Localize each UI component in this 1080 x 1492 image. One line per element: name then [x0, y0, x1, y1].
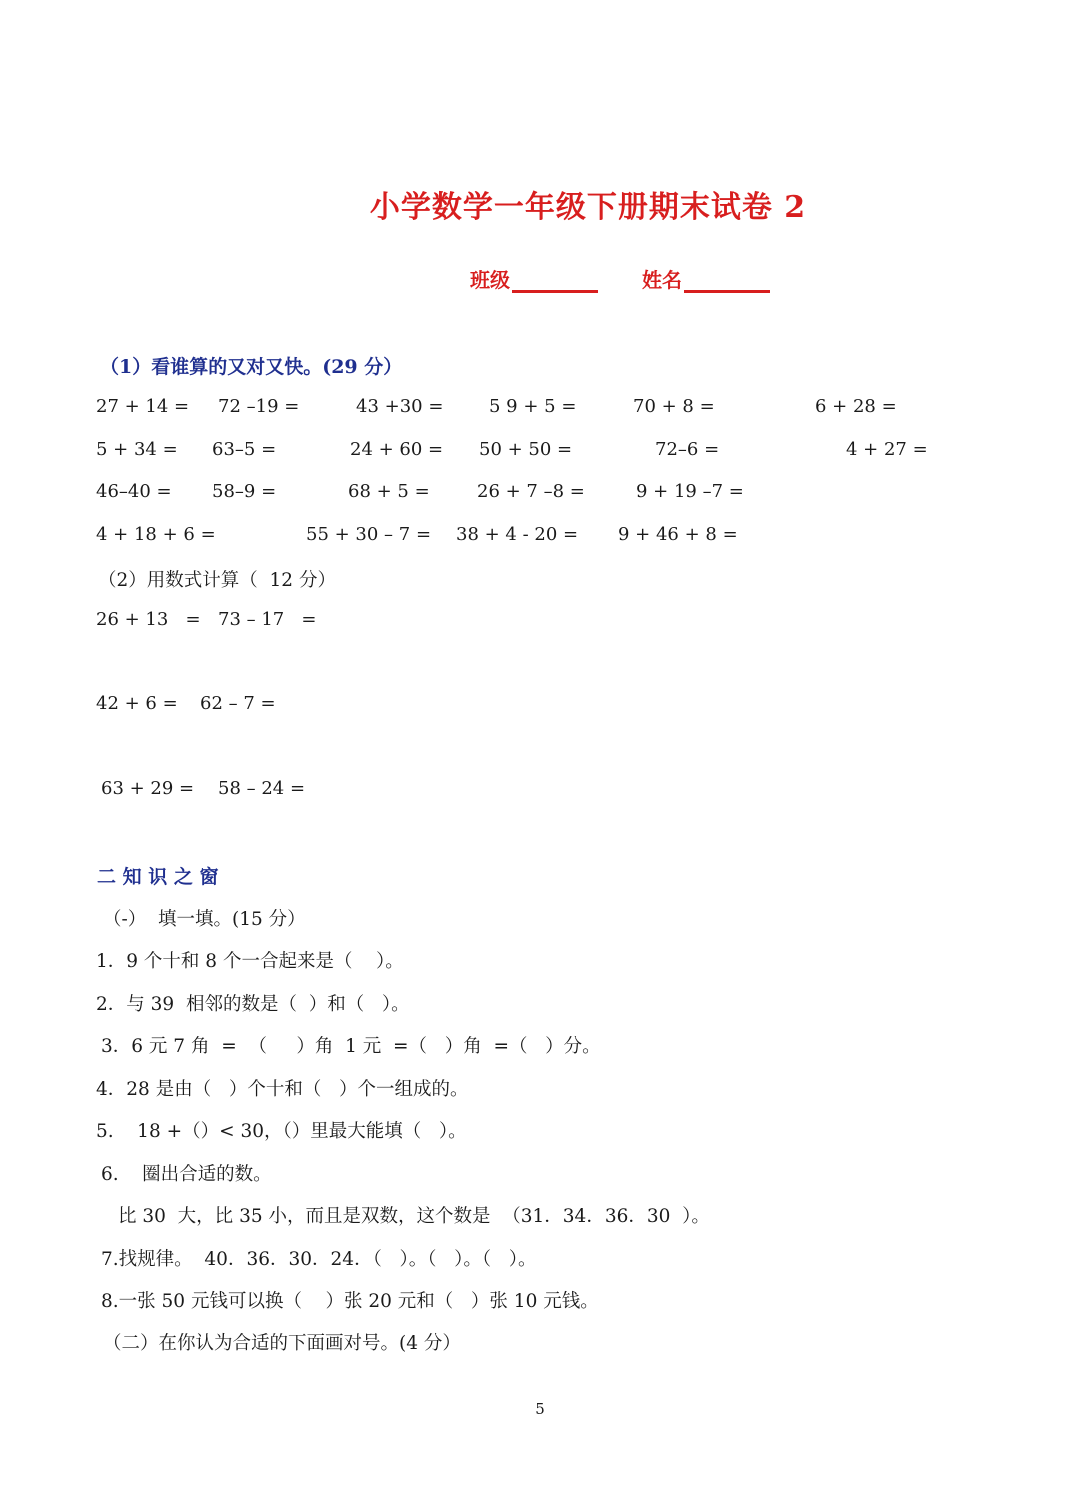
equation: 26 + 7 –8 =	[477, 481, 585, 502]
equation: 68 + 5 =	[348, 481, 430, 502]
fill-item: 5. 18 +（）< 30，（）里最大能填（ ）。	[96, 1121, 467, 1142]
equation: 6 + 28 =	[815, 396, 897, 417]
fill-item: 8.一张 50 元钱可以换（ ）张 20 元和（ ）张 10 元钱。	[101, 1291, 599, 1312]
equation: 72 –19 =	[218, 396, 300, 417]
fill-item: 4．28 是由（ ）个十和（ ）个一组成的。	[96, 1079, 469, 1100]
equation: 5 + 34 =	[96, 439, 178, 460]
fill-item: 2．与 39 相邻的数是（ ）和（ ）。	[96, 994, 410, 1015]
equation: 55 + 30 – 7 =	[306, 524, 432, 545]
equation: 24 + 60 =	[350, 439, 444, 460]
equation: 26 + 13 =	[96, 609, 201, 630]
equation: 72–6 =	[655, 439, 720, 460]
fill-item: 比 30 大，比 35 小，而且是双数，这个数是 （31．34．36．30 ）。	[118, 1206, 710, 1227]
part2-heading: （2）用数式计算（ 12 分）	[98, 570, 336, 591]
equation: 9 + 19 –7 =	[636, 481, 744, 502]
equation: 58–9 =	[212, 481, 277, 502]
name-blank	[684, 270, 770, 293]
class-name-line	[470, 264, 770, 293]
equation: 4 + 18 + 6 =	[96, 524, 216, 545]
part1-heading: （1）看谁算的又对又快。(29 分）	[100, 356, 403, 378]
fill-item: 7.找规律。 40．36．30．24．（ ）。（ ）。（ ）。	[101, 1249, 537, 1270]
equation: 63 + 29 =	[101, 778, 195, 799]
equation: 58 – 24 =	[218, 778, 306, 799]
class-blank	[512, 270, 598, 293]
equation: 5 9 + 5 =	[489, 396, 577, 417]
section2-heading: 二 知 识 之 窗	[97, 866, 219, 888]
fill-item: 6. 圈出合适的数。	[101, 1164, 272, 1185]
equation: 43 +30 =	[356, 396, 444, 417]
fill-item: 1．9 个十和 8 个一合起来是（ ）。	[96, 951, 404, 972]
section2-sub2: （二）在你认为合适的下面画对号。(4 分）	[103, 1333, 461, 1354]
class-label: 班级	[470, 268, 510, 292]
equation: 73 – 17 =	[218, 609, 317, 630]
page-title: 小学数学一年级下册期末试卷 2	[369, 190, 807, 225]
equation: 46–40 =	[96, 481, 172, 502]
section2-sub1: （-） 填一填。(15 分）	[103, 909, 306, 930]
page-number: 5	[535, 1400, 545, 1418]
equation: 42 + 6 =	[96, 693, 178, 714]
equation: 62 – 7 =	[200, 693, 276, 714]
name-label: 姓名	[642, 268, 682, 292]
equation: 70 + 8 =	[633, 396, 715, 417]
equation: 4 + 27 =	[846, 439, 928, 460]
equation: 50 + 50 =	[479, 439, 573, 460]
equation: 9 + 46 + 8 =	[618, 524, 738, 545]
fill-item: 3．6 元 7 角 = （ ）角 1 元 =（ ）角 =（ ）分。	[101, 1036, 601, 1057]
equation: 38 + 4 - 20 =	[456, 524, 579, 545]
equation: 63–5 =	[212, 439, 277, 460]
equation: 27 + 14 =	[96, 396, 190, 417]
